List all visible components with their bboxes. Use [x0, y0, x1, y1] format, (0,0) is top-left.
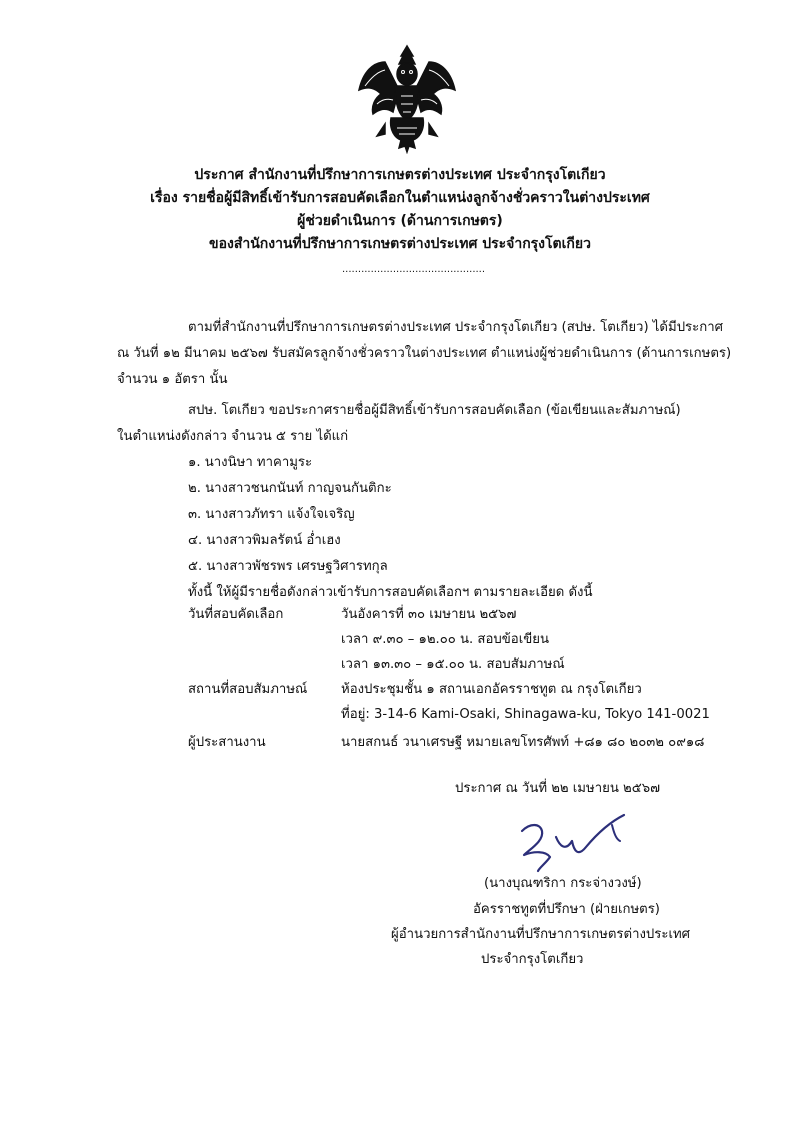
title-line-2: เรื่อง รายชื่อผู้มีสิทธิ์เข้ารับการสอบคัดเลือกในตำแหน่งลูกจ้างชั่วคราวในต่างประเทศ [150, 190, 650, 206]
exam-time-written: เวลา ๙.๓๐ – ๑๒.๐๐ น. สอบข้อเขียน [341, 632, 549, 647]
announce-date: ประกาศ ณ วันที่ ๒๒ เมษายน ๒๕๖๗ [455, 781, 660, 796]
candidate-item: ๓. นางสาวภัทรา แจ้งใจเจริญ [188, 507, 355, 522]
paragraph-1-line-1: ตามที่สำนักงานที่ปรึกษาการเกษตรต่างประเทศ ประจำกรุงโตเกียว (สปษ. โตเกียว) ได้มีประกาศ [188, 320, 723, 335]
venue-value: ห้องประชุมชั้น ๑ สถานเอกอัครราชทูต ณ กรุงโตเกียว [341, 682, 642, 697]
candidate-item: ๔. นางสาวพิมลรัตน์ อ่ำเฮง [188, 533, 341, 548]
exam-time-interview: เวลา ๑๓.๓๐ – ๑๕.๐๐ น. สอบสัมภาษณ์ [341, 657, 565, 672]
venue-address: ที่อยู่: 3-14-6 Kami-Osaki, Shinagawa-ku, Tokyo 141-0021 [341, 707, 710, 722]
paragraph-1-line-3: จำนวน ๑ อัตรา นั้น [117, 372, 228, 387]
exam-date-value: วันอังคารที่ ๓๐ เมษายน ๒๕๖๗ [341, 607, 517, 622]
signer-position: ประจำกรุงโตเกียว [481, 952, 584, 967]
candidate-item: ๑. นางนิษา ทาคามูระ [188, 455, 313, 470]
coordinator-value: นายสกนธ์ วนาเศรษฐี หมายเลขโทรศัพท์ +๘๑ ๘๐ ๒๐๓๒ ๐๙๑๘ [341, 735, 705, 750]
signer-name: (นางบุณฑริกา กระจ่างวงษ์) [484, 876, 642, 891]
title-line-3: ผู้ช่วยดำเนินการ (ด้านการเกษตร) [297, 213, 503, 229]
announcement-title [0, 164, 800, 256]
signer-position: ผู้อำนวยการสำนักงานที่ปรึกษาการเกษตรต่างประเทศ [391, 927, 691, 942]
signer-position: อัครราชทูตที่ปรึกษา (ฝ่ายเกษตร) [473, 902, 660, 917]
handwritten-signature-icon [516, 811, 632, 873]
candidate-item: ๕. นางสาวพัชรพร เศรษฐวิศารทกุล [188, 559, 388, 574]
title-line-4: ของสำนักงานที่ปรึกษาการเกษตรต่างประเทศ ประจำกรุงโตเกียว [209, 236, 591, 252]
coordinator-label: ผู้ประสานงาน [188, 735, 266, 750]
paragraph-1-line-2: ณ วันที่ ๑๒ มีนาคม ๒๕๖๗ รับสมัครลูกจ้างชั่วคราวในต่างประเทศ ตำแหน่งผู้ช่วยดำเนินการ (ด้านการเกษตร) [117, 346, 732, 361]
venue-label: สถานที่สอบสัมภาษณ์ [188, 682, 308, 697]
paragraph-2-line-2: ในตำแหน่งดังกล่าว จำนวน ๕ ราย ได้แก่ [117, 429, 349, 444]
title-separator: ............................................. [342, 264, 486, 275]
garuda-emblem-icon [355, 42, 459, 154]
exam-date-label: วันที่สอบคัดเลือก [188, 607, 284, 622]
paragraph-2-line-1: สปษ. โตเกียว ขอประกาศรายชื่อผู้มีสิทธิ์เข้ารับการสอบคัดเลือก (ข้อเขียนและสัมภาษณ์) [188, 403, 681, 418]
title-line-1: ประกาศ สำนักงานที่ปรึกษาการเกษตรต่างประเทศ ประจำกรุงโตเกียว [194, 167, 606, 183]
details-intro: ทั้งนี้ ให้ผู้มีรายชื่อดังกล่าวเข้ารับการสอบคัดเลือกฯ ตามรายละเอียด ดังนี้ [188, 585, 593, 600]
candidate-item: ๒. นางสาวชนกนันท์ กาญจนกันติกะ [188, 481, 392, 496]
